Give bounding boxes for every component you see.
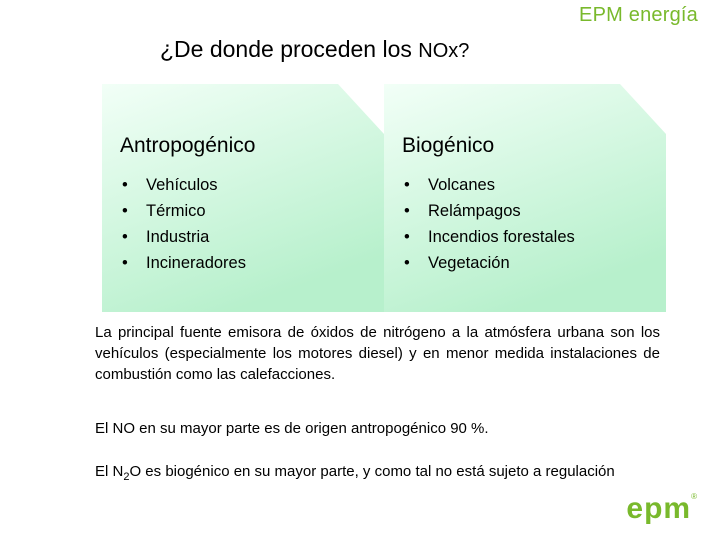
list-item: • Incineradores — [122, 250, 246, 276]
bullet-list — [122, 172, 246, 276]
list-item: • Vegetación — [404, 250, 575, 276]
paragraph-n2o — [95, 461, 660, 488]
list-item: • Industria — [122, 224, 246, 250]
paragraph-no-origin: El NO en su mayor parte es de origen antropogénico 90 %. — [95, 420, 489, 437]
paragraph-main-source: La principal fuente emisora de óxidos de nitrógeno a la atmósfera urbana son los vehículos (especialmente los motores diesel) y en menor medida instalaciones de combustión como las calefacciones. — [95, 324, 660, 383]
registered-mark: ® — [691, 492, 698, 501]
list-item: • Térmico — [122, 198, 246, 224]
p3-post: O es biogénico en su mayor parte, y como tal no está sujeto a regulación — [129, 463, 615, 480]
p3-pre: El N — [95, 463, 124, 480]
slide-title — [160, 36, 469, 63]
epm-energia-logo — [579, 4, 698, 27]
p3-subscript: 2 — [123, 471, 130, 483]
title-main: ¿De donde proceden los — [160, 36, 419, 62]
logo-text: epm — [626, 492, 692, 525]
panel-heading: Antropogénico — [120, 134, 256, 157]
logo-brand-sub: energía — [628, 4, 698, 26]
panel-heading: Biogénico — [402, 134, 495, 157]
logo-brand: EPM — [579, 4, 623, 26]
title-tail: NOx? — [418, 40, 470, 62]
bullet-list — [404, 172, 575, 276]
list-item: • Relámpagos — [404, 198, 575, 224]
list-item: • Incendios forestales — [404, 224, 575, 250]
epm-logo — [626, 492, 698, 526]
list-item: • Volcanes — [404, 172, 575, 198]
panel-antropogenico — [102, 84, 384, 312]
list-item: • Vehículos — [122, 172, 246, 198]
panel-biogenico — [384, 84, 666, 312]
